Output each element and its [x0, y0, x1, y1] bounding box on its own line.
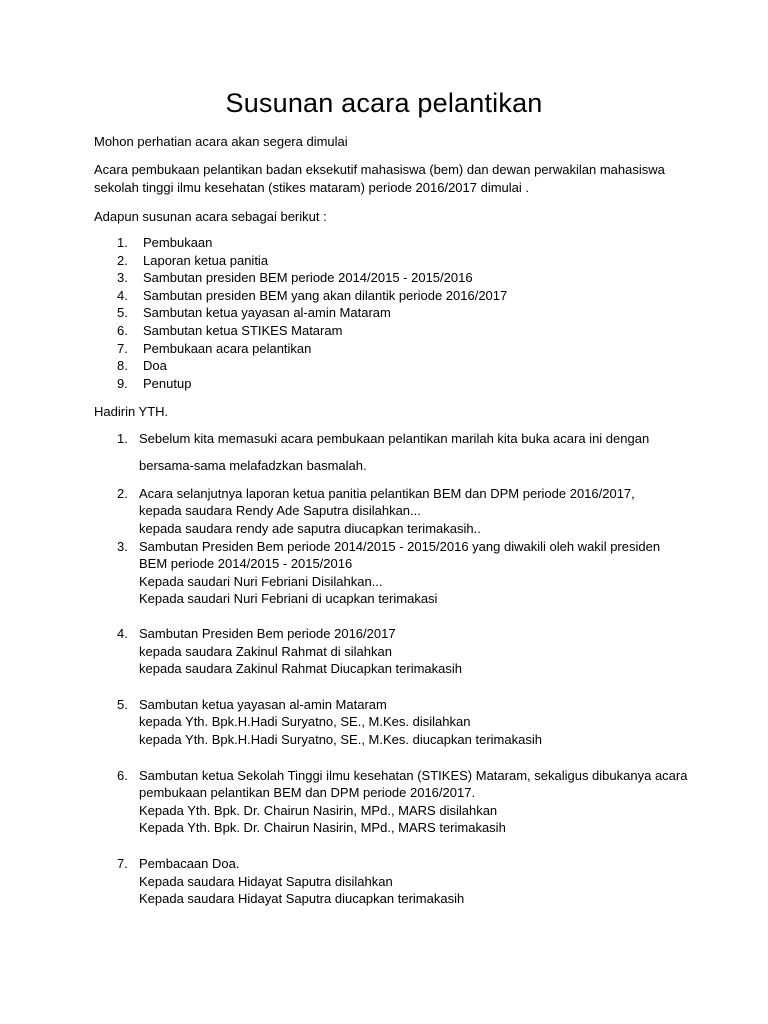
detail-line: Kepada saudari Nuri Febriani di ucapkan terimakasi [139, 591, 438, 606]
detail-line: Acara selanjutnya laporan ketua panitia pelantikan BEM dan DPM periode 2016/2017, [139, 486, 635, 501]
detail-line: pembukaan pelantikan BEM dan DPM periode 2016/2017. [139, 785, 476, 800]
detail-line: BEM periode 2014/2015 - 2015/2016 [139, 556, 353, 571]
agenda-item: Pembukaan acara pelantikan [143, 341, 312, 356]
agenda-item: Sambutan ketua STIKES Mataram [143, 323, 343, 338]
agenda-item: Penutup [143, 376, 192, 391]
detail-line: kepada saudara Zakinul Rahmat Diucapkan terimakasih [139, 661, 463, 676]
agenda-item: Sambutan presiden BEM yang akan dilantik periode 2016/2017 [143, 288, 508, 303]
detail-line: Sebelum kita memasuki acara pembukaan pelantikan marilah kita buka acara ini dengan [139, 431, 650, 446]
detail-number: 4. [117, 626, 128, 641]
agenda-number: 6. [117, 323, 128, 338]
detail-number: 5. [117, 697, 128, 712]
detail-line: Kepada Yth. Bpk. Dr. Chairun Nasirin, MPd., MARS terimakasih [139, 820, 506, 835]
detail-line: Sambutan Presiden Bem periode 2016/2017 [139, 626, 396, 641]
detail-line: Sambutan ketua yayasan al-amin Mataram [139, 697, 387, 712]
detail-number: 3. [117, 539, 128, 554]
agenda-number: 8. [117, 358, 128, 373]
agenda-number: 3. [117, 270, 128, 285]
detail-number: 7. [117, 856, 128, 871]
detail-line: kepada Yth. Bpk.H.Hadi Suryatno, SE., M.Kes. disilahkan [139, 714, 471, 729]
agenda-number: 7. [117, 341, 128, 356]
opening-line-1: Acara pembukaan pelantikan badan eksekutif mahasiswa (bem) dan dewan perwakilan mahasiswa [94, 162, 665, 177]
detail-line: kepada saudara Zakinul Rahmat di silahkan [139, 644, 392, 659]
opening-line-2: sekolah tinggi ilmu kesehatan (stikes mataram) periode 2016/2017 dimulai . [94, 180, 530, 195]
detail-line: bersama-sama melafadzkan basmalah. [139, 458, 367, 473]
detail-line: Pembacaan Doa. [139, 856, 240, 871]
detail-line: kepada saudara Rendy Ade Saputra disilahkan... [139, 503, 421, 518]
detail-number: 2. [117, 486, 128, 501]
intro-text: Mohon perhatian acara akan segera dimulai [94, 134, 348, 149]
detail-line: Sambutan ketua Sekolah Tinggi ilmu kesehatan (STIKES) Mataram, sekaligus dibukanya acara [139, 768, 688, 783]
detail-line: kepada Yth. Bpk.H.Hadi Suryatno, SE., M.Kes. diucapkan terimakasih [139, 732, 542, 747]
detail-number: 6. [117, 768, 128, 783]
detail-line: Kepada Yth. Bpk. Dr. Chairun Nasirin, MPd., MARS disilahkan [139, 803, 498, 818]
agenda-item: Sambutan ketua yayasan al-amin Mataram [143, 305, 391, 320]
agenda-item: Sambutan presiden BEM periode 2014/2015 - 2015/2016 [143, 270, 473, 285]
detail-line: Kepada saudara Hidayat Saputra disilahkan [139, 874, 393, 889]
agenda-number: 5. [117, 305, 128, 320]
greeting-text: Hadirin YTH. [94, 404, 169, 419]
agenda-number: 1. [117, 235, 128, 250]
document-title: Susunan acara pelantikan [225, 88, 543, 118]
agenda-intro: Adapun susunan acara sebagai berikut : [94, 209, 327, 224]
detail-line: Sambutan Presiden Bem periode 2014/2015 - 2015/2016 yang diwakili oleh wakil presiden [139, 539, 661, 554]
agenda-number: 4. [117, 288, 128, 303]
detail-line: Kepada saudara Hidayat Saputra diucapkan terimakasih [139, 891, 465, 906]
detail-line: Kepada saudari Nuri Febriani Disilahkan... [139, 574, 383, 589]
agenda-item: Doa [143, 358, 167, 373]
agenda-item: Pembukaan [143, 235, 213, 250]
detail-line: kepada saudara rendy ade saputra diucapkan terimakasih.. [139, 521, 481, 536]
agenda-number: 9. [117, 376, 128, 391]
agenda-number: 2. [117, 253, 128, 268]
agenda-item: Laporan ketua panitia [143, 253, 269, 268]
detail-number: 1. [117, 431, 128, 446]
